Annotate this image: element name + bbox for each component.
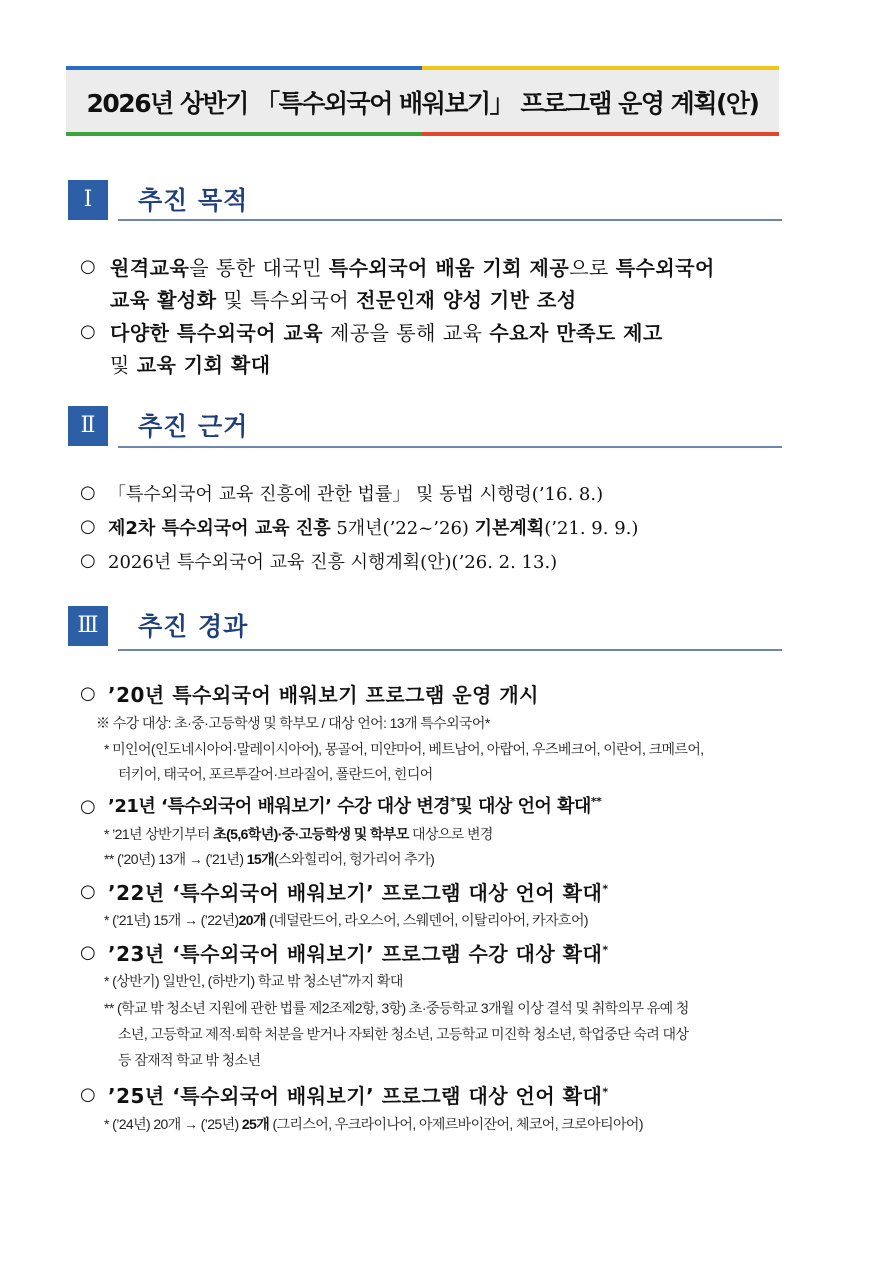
basis-item-1: 「특수외국어 교육 진흥에 관한 법률」 및 동법 시행령(’16. 8.)	[108, 484, 604, 505]
section-rule-3	[118, 649, 782, 651]
purpose-item-1-line-1: 원격교육을 통한 대국민 특수외국어 배움 기회 제공으로 특수외국어	[110, 256, 715, 280]
history-note-2025-languages: * (’24년) 20개 → (’25년) 25개 (그리스어, 우크라이나어, 아제르바이잔어, 체코어, 크로아티아어)	[104, 1116, 643, 1132]
history-note-2020-languages: * 미인어(인도네시아어·말레이시아어), 몽골어, 미얀마어, 베트남어, 아랍어, 우즈베크어, 이란어, 크메르어,	[104, 741, 704, 757]
bullet-marker: ○	[80, 550, 96, 571]
section-number-2: Ⅱ	[68, 406, 108, 446]
history-item-2021: ’21년 ‘특수외국어 배워보기’ 수강 대상 변경*및 대상 언어 확대**	[108, 795, 602, 817]
history-note-2023-target: * (상반기) 일반인, (하반기) 학교 밖 청소년**까지 확대	[104, 972, 403, 989]
basis-item-2: 제2차 특수외국어 교육 진흥 5개년(’22~’26) 기본계획(’21. 9. 9.)	[108, 518, 639, 539]
bullet-marker: ○	[80, 881, 96, 902]
purpose-item-1-line-2: 교육 활성화 및 특수외국어 전문인재 양성 기반 조성	[110, 288, 577, 312]
section-number-3: Ⅲ	[68, 606, 108, 646]
bullet-marker: ○	[80, 256, 96, 277]
history-note-2023-definition: ** (학교 밖 청소년 지원에 관한 법률 제2조제2항, 3항) 초·중등학교 3개월 이상 결석 및 취학의무 유예 청	[104, 1000, 689, 1016]
history-note-2020-languages-cont: 터키어, 태국어, 포르투갈어·브라질어, 폴란드어, 힌디어	[118, 766, 433, 782]
section-title-history: 추진 경과	[138, 612, 249, 641]
section-rule-2	[118, 446, 782, 448]
history-item-2020: ’20년 특수외국어 배워보기 프로그램 운영 개시	[108, 683, 540, 707]
section-title-purpose: 추진 목적	[138, 186, 249, 215]
purpose-item-2-line-1: 다양한 특수외국어 교육 제공을 통해 교육 수요자 만족도 제고	[110, 321, 663, 345]
history-note-2020-target: ※ 수강 대상: 초·중·고등학생 및 학부모 / 대상 언어: 13개 특수외국어*	[96, 715, 490, 731]
section-number-1: Ⅰ	[68, 180, 108, 220]
history-item-2022: ’22년 ‘특수외국어 배워보기’ 프로그램 대상 언어 확대*	[108, 881, 609, 905]
bullet-marker: ○	[80, 321, 96, 342]
document-title: 2026년 상반기 「특수외국어 배워보기」 프로그램 운영 계획(안)	[86, 89, 759, 118]
bullet-marker: ○	[80, 796, 96, 817]
history-item-2023: ’23년 ‘특수외국어 배워보기’ 프로그램 수강 대상 확대*	[108, 942, 609, 966]
history-note-2023-definition-cont: 소년, 고등학교 제적·퇴학 처분을 받거나 자퇴한 청소년, 고등학교 미진학 청소년, 학업중단 숙려 대상	[118, 1026, 689, 1042]
basis-item-3: 2026년 특수외국어 교육 진흥 시행계획(안)(’26. 2. 13.)	[108, 552, 558, 573]
history-note-2022-languages: * (’21년) 15개 → (’22년)20개 (네덜란드어, 라오스어, 스웨덴어, 이탈리아어, 카자흐어)	[104, 912, 588, 928]
bullet-marker: ○	[80, 1084, 96, 1105]
history-note-2021-languages: ** (’20년) 13개 → (’21년) 15개(스와힐리어, 헝가리어 추가)	[104, 851, 435, 867]
bullet-marker: ○	[80, 683, 96, 704]
history-note-2023-definition-end: 등 잠재적 학교 밖 청소년	[118, 1052, 261, 1068]
purpose-item-2-line-2: 및 교육 기회 확대	[110, 353, 271, 377]
section-title-basis: 추진 근거	[138, 412, 249, 441]
history-note-2021-target: * ’21년 상반기부터 초(5,6학년)·중·고등학생 및 학부모 대상으로 변경	[104, 826, 493, 842]
bullet-marker: ○	[80, 942, 96, 963]
section-rule-1	[118, 219, 782, 221]
title-bottom-rule	[66, 132, 779, 136]
bullet-marker: ○	[80, 482, 96, 503]
bullet-marker: ○	[80, 516, 96, 537]
history-item-2025: ’25년 ‘특수외국어 배워보기’ 프로그램 대상 언어 확대*	[108, 1084, 609, 1108]
title-top-rule	[66, 66, 779, 70]
